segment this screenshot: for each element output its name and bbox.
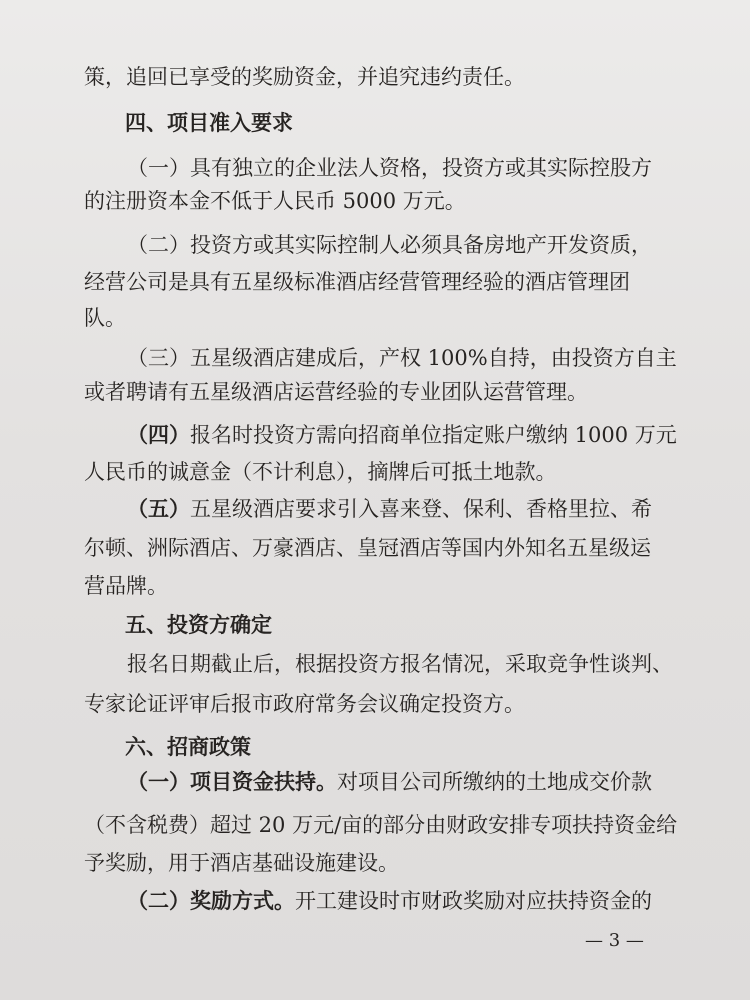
item-4-1-line-2 [0, 186, 750, 216]
section-heading-text: 四、项目准入要求 [125, 110, 293, 135]
body-text: 报名时投资方需向招商单位指定账户缴纳 1000 万元 [190, 423, 677, 447]
body-text: 具有独立的企业法人资格，投资方或其实际控股方 [190, 156, 652, 180]
item-4-4-line-2 [0, 457, 750, 487]
item-number: （二） [127, 233, 190, 257]
item-number: （一） [127, 156, 190, 180]
item-4-2-line-2 [0, 267, 750, 297]
item-number: （三） [127, 346, 190, 370]
section-5-line-2 [0, 689, 750, 719]
item-6-1-line-1 [0, 767, 750, 797]
item-heading: （一）项目资金扶持。 [127, 769, 337, 794]
page-number: — 3 — [585, 930, 644, 951]
body-text: 或者聘请有五星级酒店运营经验的专业团队运营管理。 [84, 380, 588, 404]
item-4-1-line-1 [0, 153, 750, 183]
body-line-1 [0, 62, 750, 92]
body-text: 专家论证评审后报市政府常务会议确定投资方。 [84, 692, 525, 716]
item-4-5-line-1 [0, 494, 750, 524]
body-text: （不含税费）超过 20 万元/亩的部分由财政安排专项扶持资金给 [84, 813, 678, 837]
item-4-5-line-3 [0, 571, 750, 601]
item-6-1-line-2 [0, 810, 750, 840]
section-heading-4 [0, 108, 750, 138]
item-heading: （二）奖励方式。 [127, 888, 295, 913]
body-text: 对项目公司所缴纳的土地成交价款 [337, 770, 652, 794]
body-text: 予奖励，用于酒店基础设施建设。 [84, 851, 399, 875]
body-text: 五星级酒店建成后，产权 100%自持，由投资方自主 [190, 346, 677, 370]
section-heading-5 [0, 610, 750, 640]
body-text: 五星级酒店要求引入喜来登、保利、香格里拉、希 [190, 497, 652, 521]
item-number: （五） [127, 496, 190, 521]
body-text: 经营公司是具有五星级标准酒店经营管理经验的酒店管理团 [84, 270, 630, 294]
body-text: 开工建设时市财政奖励对应扶持资金的 [295, 889, 652, 913]
item-4-3-line-2 [0, 377, 750, 407]
item-6-1-line-3 [0, 848, 750, 878]
item-4-4-line-1 [0, 420, 750, 450]
body-text: 人民币的诚意金（不计利息），摘牌后可抵土地款。 [84, 460, 557, 484]
body-text: 投资方或其实际控制人必须具备房地产开发资质， [190, 233, 652, 257]
body-text: 策，追回已享受的奖励资金，并追究违约责任。 [84, 65, 525, 89]
item-4-5-line-2 [0, 533, 750, 563]
item-number: （四） [127, 422, 190, 447]
body-text: 营品牌。 [84, 574, 168, 598]
section-5-line-1 [0, 649, 750, 679]
section-heading-text: 五、投资方确定 [125, 612, 272, 637]
item-4-2-line-3 [0, 303, 750, 333]
body-text: 队。 [84, 306, 126, 330]
body-text: 的注册资本金不低于人民币 5000 万元。 [84, 189, 466, 213]
body-text: 报名日期截止后，根据投资方报名情况，采取竞争性谈判、 [127, 652, 673, 676]
item-4-2-line-1 [0, 230, 750, 260]
item-6-2-line-1 [0, 886, 750, 916]
section-heading-6 [0, 732, 750, 762]
item-4-3-line-1 [0, 343, 750, 373]
body-text: 尔顿、洲际酒店、万豪酒店、皇冠酒店等国内外知名五星级运 [84, 536, 651, 560]
section-heading-text: 六、招商政策 [125, 734, 251, 759]
